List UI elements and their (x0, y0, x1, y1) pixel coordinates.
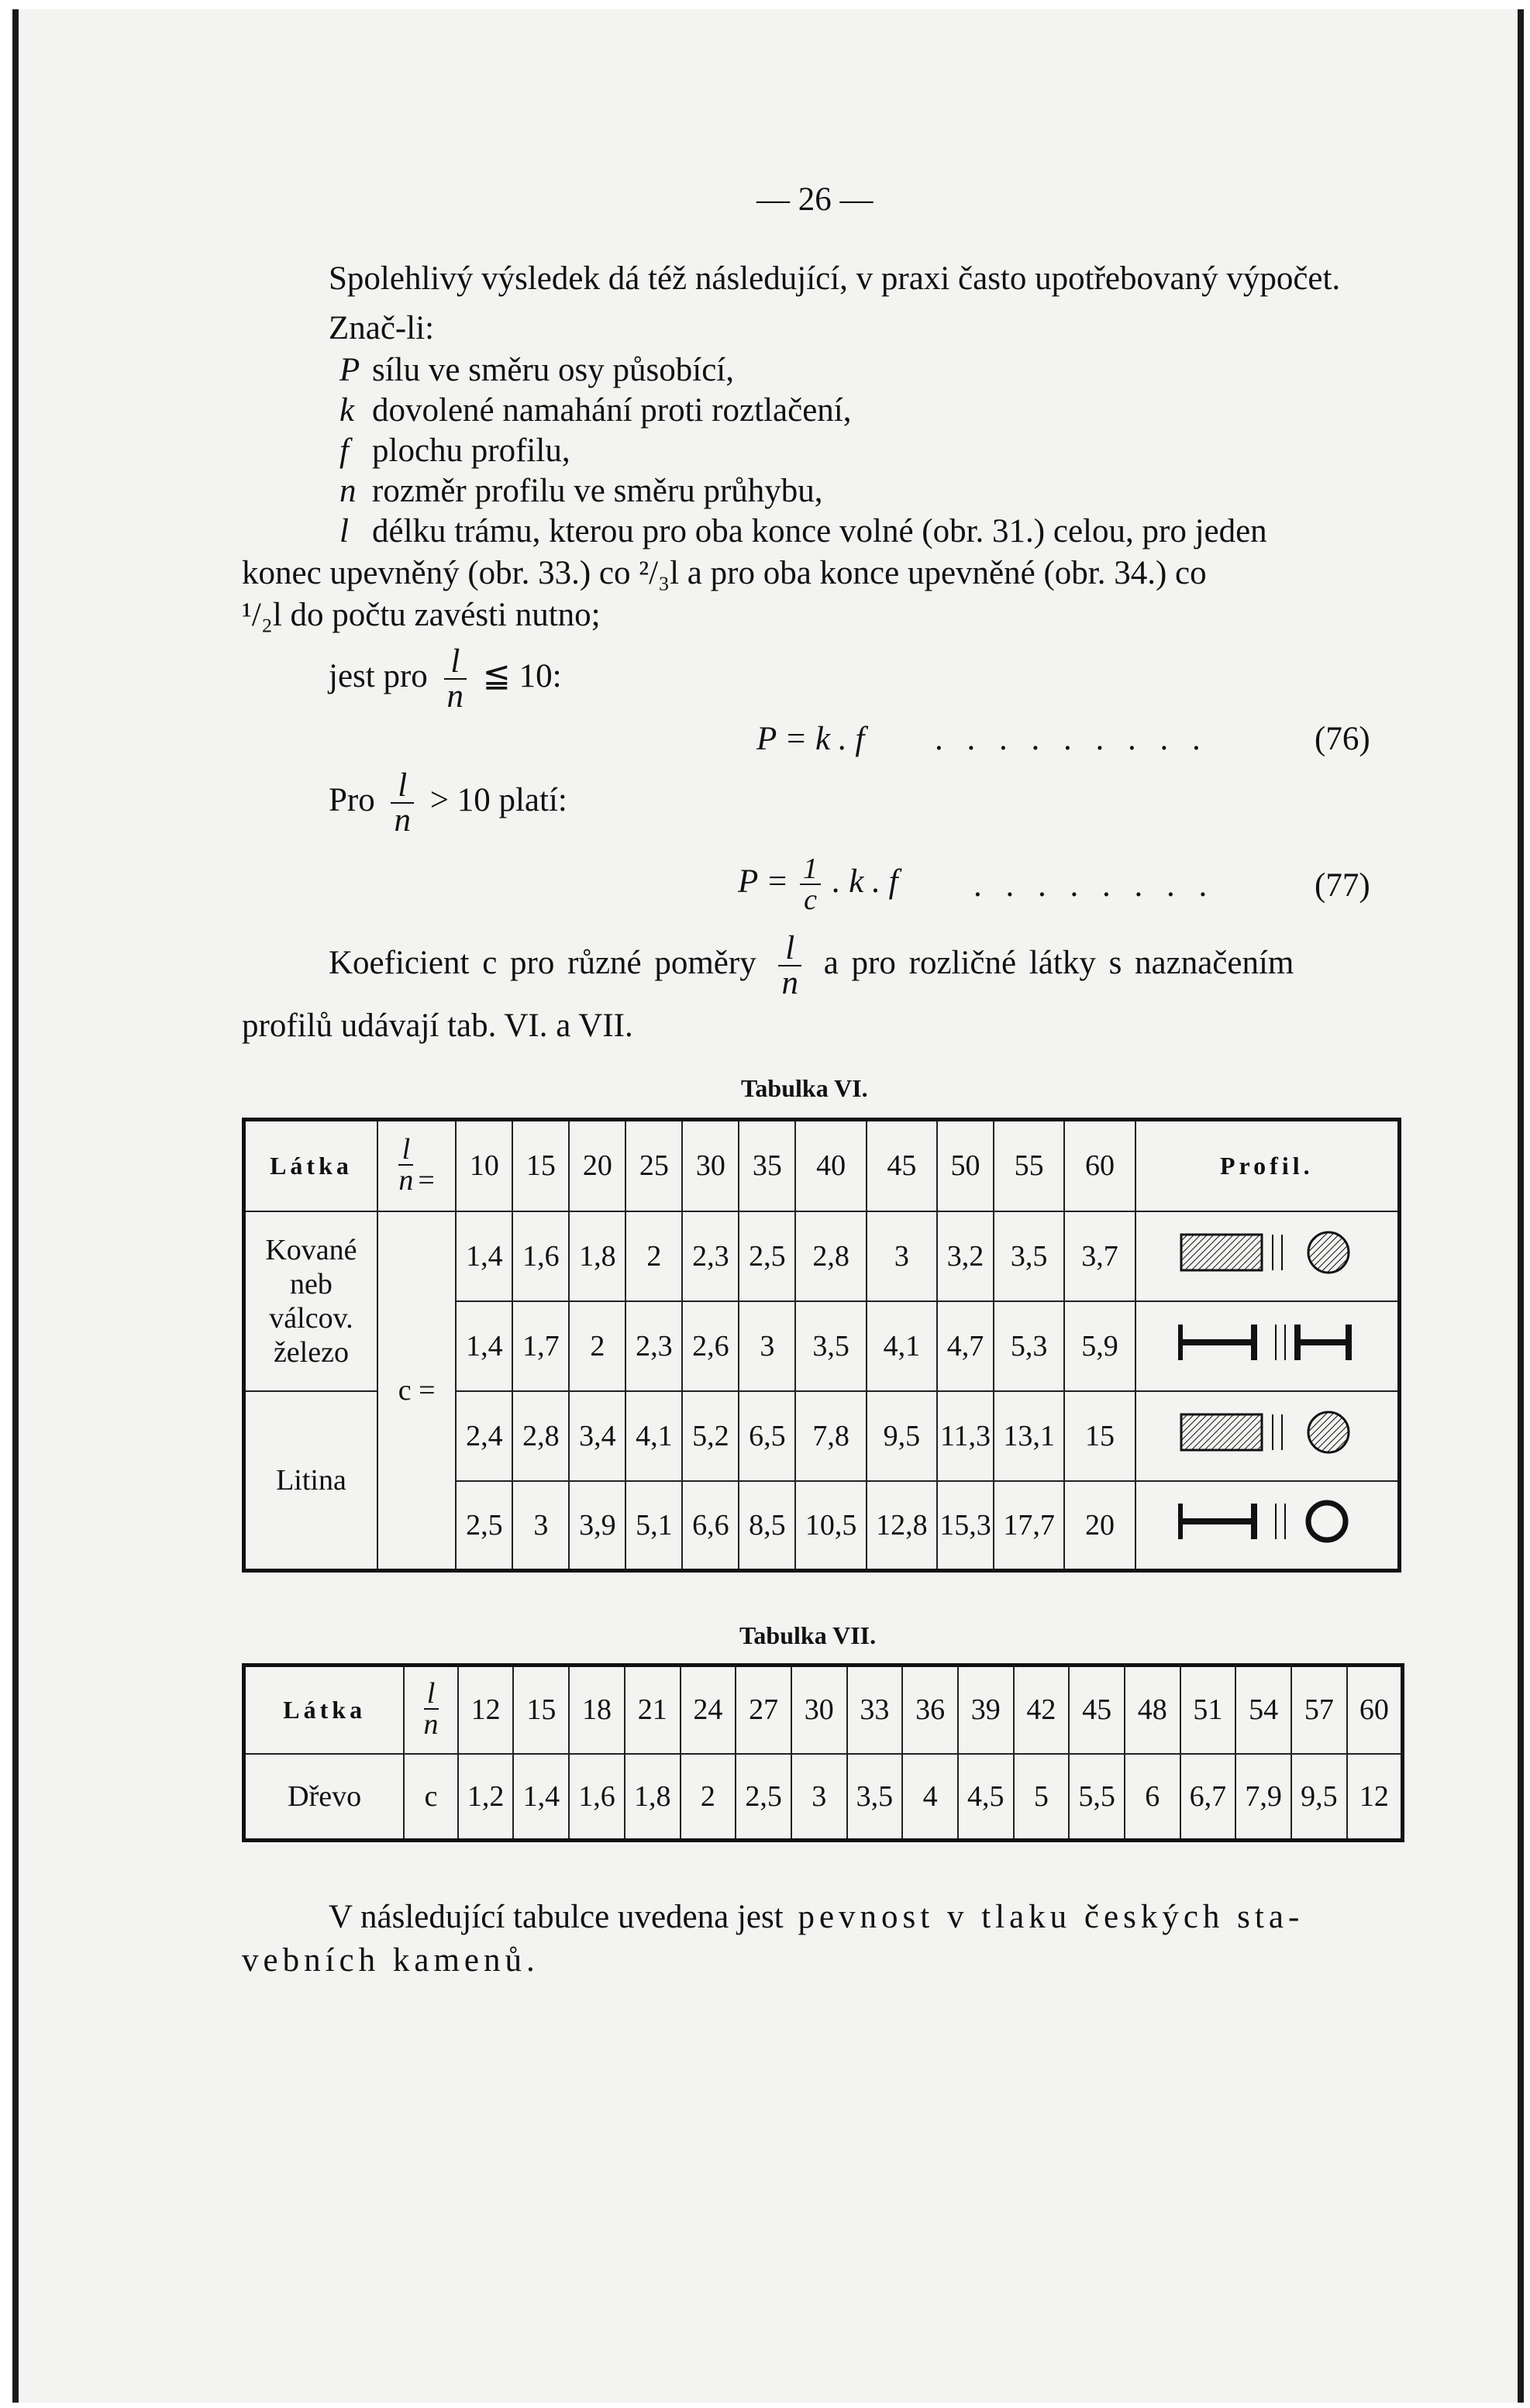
table-7-column-header: 48 (1125, 1666, 1180, 1754)
table-7-cell: 1,4 (513, 1754, 569, 1841)
paragraph-1-line-1: Spolehlivý výsledek dá též následující, v praxi často upotřebovaný výpočet. (329, 260, 1341, 297)
ratio-equals: = (418, 1163, 435, 1197)
table-7-column-header: 24 (681, 1666, 736, 1754)
table-7-column-header: 18 (569, 1666, 625, 1754)
table-7-cell: 4,5 (958, 1754, 1014, 1841)
table-7-cell: 6 (1125, 1754, 1180, 1841)
table-6-header-row (244, 1120, 1400, 1211)
condition-1 (329, 645, 562, 713)
table-6-cell: 1,4 (456, 1301, 512, 1391)
condition-1-prefix: jest pro (329, 657, 428, 694)
table-6-cell: 11,3 (937, 1391, 994, 1481)
table-6-cell: 2,3 (625, 1301, 682, 1391)
table-6-column-header: 45 (867, 1120, 937, 1211)
table-6-profile-cell (1135, 1391, 1400, 1481)
table-7-column-header: 27 (736, 1666, 791, 1754)
paragraph-1-line-2: Znač-li: (329, 310, 435, 346)
table-7 (242, 1663, 1404, 1842)
table-6-header-profile: Profil. (1135, 1120, 1400, 1211)
table-6-cell: 2,8 (795, 1211, 866, 1301)
table-7-column-header: 15 (513, 1666, 569, 1754)
table-6-cell: 2,5 (739, 1211, 795, 1301)
fraction-denominator: n (423, 1707, 439, 1741)
table-6-cell: 2,4 (456, 1391, 512, 1481)
table-6-material-line: Kované (265, 1233, 357, 1266)
table-7-cell: 5 (1014, 1754, 1070, 1841)
table-6-cell: 3 (739, 1301, 795, 1391)
fraction-denominator: n (391, 802, 414, 837)
table-6-cell: 5,1 (625, 1481, 682, 1571)
table-6-cell: 7,8 (795, 1391, 866, 1481)
table-6-material (244, 1211, 377, 1391)
table-6-column-header: 40 (795, 1120, 866, 1211)
definition-symbol: n (339, 473, 357, 509)
right-page-edge (1518, 9, 1524, 2403)
table-7-cell: 3 (791, 1754, 847, 1841)
table-6-caption: Tabulka VI. (741, 1074, 868, 1102)
table-7-column-header: 42 (1014, 1666, 1070, 1754)
table-6-profile-cell (1135, 1481, 1400, 1571)
table-6-cell: 15,3 (937, 1481, 994, 1571)
table-6-header-ratio (377, 1120, 456, 1211)
table-7-column-header: 39 (958, 1666, 1014, 1754)
table-6-column-header: 10 (456, 1120, 512, 1211)
table-7-cell: 4 (902, 1754, 958, 1841)
i-beam-profile-icon (1173, 1318, 1359, 1374)
paragraph-3-fraction (778, 932, 801, 1000)
table-6-column-header: 55 (994, 1120, 1064, 1211)
table-6-column-header: 25 (625, 1120, 682, 1211)
condition-2-fraction (391, 769, 414, 837)
table-6-material-line: neb (290, 1267, 333, 1300)
table-6 (242, 1118, 1401, 1573)
page-number: — 26 — (756, 181, 874, 218)
fraction-numerator: l (785, 930, 795, 966)
table-6-cell: 8,5 (739, 1481, 795, 1571)
condition-2-prefix: Pro (329, 781, 375, 818)
fraction-numerator: 1 (803, 853, 818, 885)
table-6-column-header: 15 (512, 1120, 569, 1211)
table-7-caption: Tabulka VII. (739, 1621, 877, 1649)
definition-text: plochu profilu, (372, 432, 570, 469)
fraction-numerator: l (426, 1676, 436, 1710)
table-7-row (244, 1754, 1403, 1841)
table-7-column-header: 60 (1347, 1666, 1403, 1754)
table-6-column-header: 20 (569, 1120, 625, 1211)
paragraph-3-line-1 (329, 932, 1294, 1000)
paragraph-2-line-1: konec upevněný (obr. 33.) co ²/₃l a pro oba konce upevněné (obr. 34.) co (242, 555, 1207, 591)
closing-line-1-spaced: pevnost v tlaku českých sta- (798, 1899, 1304, 1935)
table-6-cell: 3,4 (569, 1391, 625, 1481)
fraction-numerator: l (398, 767, 408, 804)
formula-77-lhs: P = (738, 863, 789, 900)
condition-2 (329, 769, 567, 837)
i-beam-ring-profile-icon (1173, 1497, 1359, 1553)
table-6-cell: 5,2 (682, 1391, 739, 1481)
table-7-cell: 12 (1347, 1754, 1403, 1841)
table-7-material: Dřevo (244, 1754, 405, 1841)
paragraph-3-line-2: profilů udávají tab. VI. a VII. (242, 1008, 633, 1044)
table-7-cell: 9,5 (1291, 1754, 1347, 1841)
ratio-fraction (423, 1676, 439, 1741)
definition-text: dovolené namahání proti roztlačení, (372, 392, 852, 429)
rect-circle-profile-icon (1173, 1228, 1359, 1284)
formula-77-dots: . . . . . . . . (973, 867, 1215, 904)
table-6-material-line: válcov. (269, 1301, 353, 1335)
table-6-cell: 1,6 (512, 1211, 569, 1301)
table-6-column-header: 35 (739, 1120, 795, 1211)
table-6-profile-cell (1135, 1211, 1400, 1301)
table-7-column-header: 30 (791, 1666, 847, 1754)
closing-line-1 (329, 1897, 1304, 1938)
table-7-cell: 1,6 (569, 1754, 625, 1841)
table-7-header-ratio (404, 1666, 457, 1754)
definition-item (339, 471, 823, 512)
table-7-cell: 1,2 (458, 1754, 514, 1841)
table-6-cell: 3 (867, 1211, 937, 1301)
fraction-numerator: l (401, 1132, 411, 1166)
fraction-denominator: n (444, 678, 467, 713)
table-6-column-header: 30 (682, 1120, 739, 1211)
table-7-coef-label: c (404, 1754, 457, 1841)
formula-77 (738, 854, 898, 915)
table-6-cell: 2 (625, 1211, 682, 1301)
formula-76-number: (76) (1315, 721, 1370, 757)
definition-text: rozměr profilu ve směru průhybu, (372, 473, 823, 509)
formula-76-dots: . . . . . . . . . (935, 721, 1208, 757)
condition-1-fraction (444, 645, 467, 713)
definition-symbol: f (339, 432, 349, 469)
table-7-column-header: 54 (1235, 1666, 1291, 1754)
table-6-cell: 2,5 (456, 1481, 512, 1571)
table-6-cell: 6,6 (682, 1481, 739, 1571)
table-7-column-header: 45 (1069, 1666, 1125, 1754)
table-6-cell: 1,4 (456, 1211, 512, 1301)
fraction-denominator: n (398, 1163, 414, 1197)
fraction-denominator: n (778, 965, 801, 1000)
table-6-column-header: 50 (937, 1120, 994, 1211)
table-6-cell: 20 (1064, 1481, 1135, 1571)
table-6-cell: 1,8 (569, 1211, 625, 1301)
table-6-cell: 2,6 (682, 1301, 739, 1391)
table-7-header-row (244, 1666, 1403, 1754)
table-6-cell: 2,3 (682, 1211, 739, 1301)
table-6-cell: 2 (569, 1301, 625, 1391)
paragraph-3-after: a pro rozličné látky s naznačením (823, 944, 1294, 981)
table-7-header-material: Látka (244, 1666, 405, 1754)
table-6-material (244, 1391, 377, 1571)
table-7-column-header: 36 (902, 1666, 958, 1754)
definition-text: délku trámu, kterou pro oba konce volné (obr. 31.) celou, pro jeden (372, 513, 1267, 549)
table-6-cell: 4,1 (867, 1301, 937, 1391)
table-7-column-header: 57 (1291, 1666, 1347, 1754)
table-6-profile-cell (1135, 1301, 1400, 1391)
table-6-cell: 3,2 (937, 1211, 994, 1301)
rect-circle-profile-icon (1173, 1408, 1359, 1464)
table-6-cell: 9,5 (867, 1391, 937, 1481)
table-7-cell: 5,5 (1069, 1754, 1125, 1841)
condition-1-relation: ≦ 10: (482, 657, 562, 694)
table-6-cell: 13,1 (994, 1391, 1064, 1481)
definition-text: sílu ve směru osy působící, (372, 352, 734, 388)
formula-77-number: (77) (1315, 867, 1370, 904)
closing-line-2: vebních kamenů. (242, 1942, 539, 1979)
formula-77-fraction (800, 854, 821, 915)
closing-line-1-plain: V následující tabulce uvedena jest (329, 1899, 784, 1935)
formula-76-lhs: P = k . f (756, 721, 865, 757)
left-page-edge (12, 9, 19, 2403)
table-7-cell: 3,5 (847, 1754, 903, 1841)
fraction-denominator: c (800, 884, 821, 915)
table-6-cell: 10,5 (795, 1481, 866, 1571)
ratio-fraction (398, 1132, 414, 1197)
table-6-cell: 4,1 (625, 1391, 682, 1481)
paragraph-3-before: Koeficient c pro různé poměry (329, 944, 756, 981)
definition-item (339, 350, 734, 391)
table-7-cell: 7,9 (1235, 1754, 1291, 1841)
table-6-cell: 15 (1064, 1391, 1135, 1481)
table-7-cell: 6,7 (1180, 1754, 1236, 1841)
paragraph-2-line-2: ¹/₂l do počtu zavésti nutno; (242, 597, 601, 633)
table-6-row (244, 1211, 1400, 1301)
table-7-column-header: 21 (625, 1666, 681, 1754)
table-6-cell: 1,7 (512, 1301, 569, 1391)
table-6-cell: 3,9 (569, 1481, 625, 1571)
table-7-cell: 2 (681, 1754, 736, 1841)
definition-symbol: P (339, 352, 360, 388)
table-6-cell: 4,7 (937, 1301, 994, 1391)
table-6-cell: 17,7 (994, 1481, 1064, 1571)
table-7-column-header: 33 (847, 1666, 903, 1754)
table-6-cell: 2,8 (512, 1391, 569, 1481)
table-6-cell: 3 (512, 1481, 569, 1571)
condition-2-relation: > 10 platí: (429, 781, 567, 818)
scanned-page (12, 9, 1524, 2403)
table-6-cell: 3,5 (994, 1211, 1064, 1301)
table-6-coef-label: c = (377, 1211, 456, 1571)
table-7-cell: 2,5 (736, 1754, 791, 1841)
table-6-header-material: Látka (244, 1120, 377, 1211)
table-6-cell: 3,5 (795, 1301, 866, 1391)
table-6-material-line: železo (273, 1335, 349, 1369)
definition-item (339, 512, 1267, 552)
fraction-numerator: l (450, 643, 460, 680)
table-6-cell: 6,5 (739, 1391, 795, 1481)
table-7-column-header: 51 (1180, 1666, 1236, 1754)
definition-item (339, 391, 851, 431)
table-6-material-line: Litina (276, 1463, 346, 1497)
definition-item (339, 431, 570, 471)
table-6-cell: 5,9 (1064, 1301, 1135, 1391)
table-7-column-header: 12 (458, 1666, 514, 1754)
table-7-cell: 1,8 (625, 1754, 681, 1841)
table-6-cell: 3,7 (1064, 1211, 1135, 1301)
table-6-column-header: 60 (1064, 1120, 1135, 1211)
table-6-cell: 5,3 (994, 1301, 1064, 1391)
definition-symbol: k (339, 392, 355, 429)
formula-77-rhs: . k . f (832, 863, 898, 900)
definition-symbol: l (339, 513, 349, 549)
table-6-cell: 12,8 (867, 1481, 937, 1571)
